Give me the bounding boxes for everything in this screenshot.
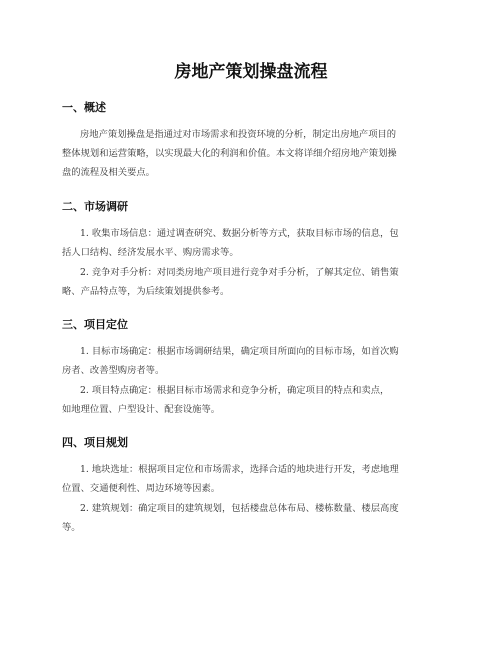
paragraph-line: 房地产策划操盘是指通过对市场需求和投资环境的分析，制定出房地产项目的 bbox=[80, 129, 397, 140]
paragraph-line: 1. 目标市场确定：根据市场调研结果，确定项目所面向的目标市场，如首次购 bbox=[80, 346, 399, 357]
section-heading-market-research: 二、市场调研 bbox=[62, 200, 128, 213]
paragraph-overview bbox=[62, 125, 442, 182]
paragraph-line: 1. 地块选址：根据项目定位和市场需求，选择合适的地块进行开发，考虑地理 bbox=[80, 464, 399, 475]
document-title: 房地产策划操盘流程 bbox=[174, 62, 328, 82]
paragraph-site-selection bbox=[62, 460, 442, 498]
paragraph-target-market bbox=[62, 342, 442, 380]
paragraph-line: 略、产品特点等，为后续策划提供参考。 bbox=[62, 286, 230, 297]
paragraph-line: 盘的流程及相关要点。 bbox=[62, 167, 155, 178]
paragraph-line: 1. 收集市场信息：通过调查研究、数据分析等方式，获取目标市场的信息，包 bbox=[80, 228, 399, 239]
paragraph-line: 2. 建筑规划：确定项目的建筑规划，包括楼盘总体布局、楼栋数量、楼层高度 bbox=[80, 503, 399, 514]
section-heading-overview: 一、概述 bbox=[62, 101, 106, 114]
section-heading-planning: 四、项目规划 bbox=[62, 436, 128, 449]
paragraph-competitor-analysis bbox=[62, 263, 442, 301]
paragraph-line: 位置、交通便利性、周边环境等因素。 bbox=[62, 483, 221, 494]
paragraph-line: 2. 竞争对手分析：对同类房地产项目进行竞争对手分析，了解其定位、销售策 bbox=[80, 267, 399, 278]
paragraph-line: 括人口结构、经济发展水平、购房需求等。 bbox=[62, 247, 239, 258]
paragraph-line: 如地理位置、户型设计、配套设施等。 bbox=[62, 404, 221, 415]
paragraph-line: 整体规划和运营策略，以实现最大化的利润和价值。本文将详细介绍房地产策划操 bbox=[62, 148, 397, 159]
paragraph-building-planning bbox=[62, 499, 442, 537]
paragraph-line: 等。 bbox=[62, 522, 81, 533]
paragraph-line: 房者、改善型购房者等。 bbox=[62, 365, 165, 376]
paragraph-line: 2. 项目特点确定：根据目标市场需求和竞争分析，确定项目的特点和卖点， bbox=[80, 385, 390, 396]
section-heading-positioning: 三、项目定位 bbox=[62, 318, 128, 331]
paragraph-project-features bbox=[62, 381, 442, 419]
paragraph-market-info bbox=[62, 224, 442, 262]
